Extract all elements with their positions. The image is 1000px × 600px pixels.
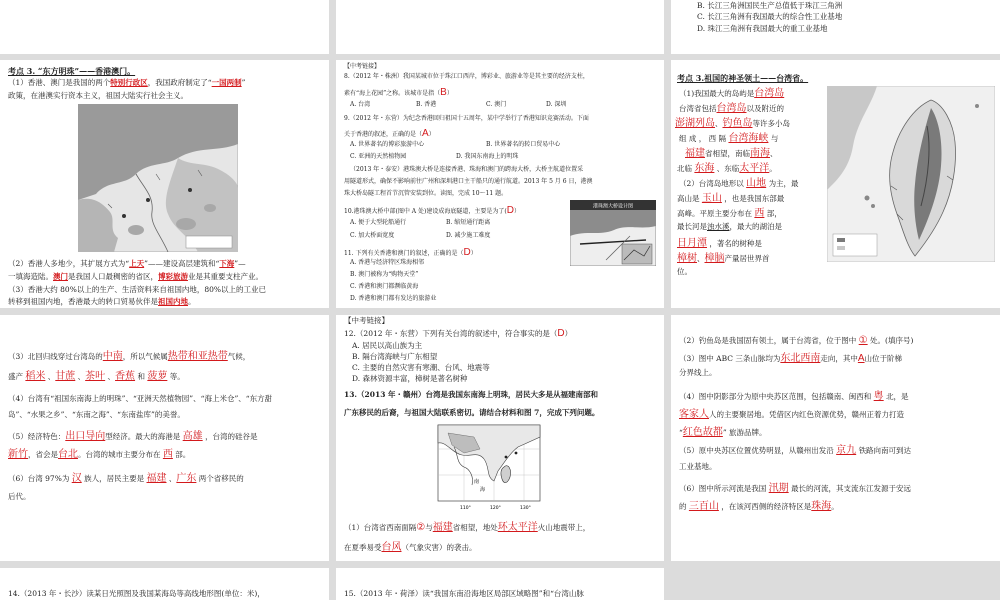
q10-intro-3: 珠大桥岛隧工程首节沉管安装到位。读图，完成 10～11 题。	[344, 190, 508, 197]
tw-line-11: 日月潭 ，著名的树种是	[677, 238, 762, 249]
q13-part-4: （4）图中阴影部分为原中央苏区范围，包括赣南、闽西和 粤 北，是	[679, 391, 909, 402]
map-lon-130: 130°	[520, 506, 531, 511]
q13-part-5: （5）原中央苏区位置优势明显，从赣州出发沿 京九 铁路向南可到达	[679, 445, 912, 456]
panel-q14	[0, 568, 329, 600]
q12-option-c: C. 主要的自然灾害有寒潮、台风、地震等	[352, 363, 490, 372]
q10-option-b: B. 缩短通行距离	[446, 219, 491, 226]
line-3b: 盛产 稻米 、甘蔗 、茶叶 、香蕉 和 菠萝 等。	[8, 371, 185, 382]
map-lon-110: 110°	[460, 506, 471, 511]
line-6b: 后代。	[8, 492, 31, 501]
tw-line-2: 台湾省包括台湾岛以及附近的	[679, 103, 784, 114]
tw-line-10: 最长河是浊水溪，最大的湖泊是	[677, 222, 782, 231]
line-4: （4）台湾有“祖国东南海上的明珠”、“亚洲天然植物园”、“海上米仓”、“东方甜	[8, 394, 273, 403]
panel-q13-continued	[671, 315, 1000, 561]
q8-line-2: 素有“海上花园”之称。该城市是指（B）	[344, 87, 453, 98]
q8-option-c: C. 澳门	[486, 101, 507, 108]
tw-line-13: 位。	[677, 267, 692, 276]
q10-option-d: D. 减少施工难度	[446, 232, 491, 239]
taiwan-topographic-map	[827, 86, 995, 262]
para-1-line-2: 政策，在港澳实行资本主义，祖国大陆实行社会主义。	[8, 91, 188, 100]
panel-hongkong-macau	[0, 60, 329, 308]
panel-bottom-right	[671, 568, 1000, 600]
panel-taiwan	[671, 60, 1000, 308]
map-caption: 港珠澳大桥设计图	[592, 203, 634, 210]
q11-option-d: D. 香港和澳门都有发达的旅游业	[350, 295, 437, 302]
panel-exam-link-hk	[336, 60, 664, 308]
line-5b: 新竹，省会是台北。台湾的城市主要分布在 西 部。	[8, 449, 191, 460]
q11-option-b: B. 澳门被称为“购物天堂”	[350, 271, 419, 278]
q10-stem: 10.港珠澳大桥中部(图中 A 处)建设成海底隧道，主要是为了(D）	[344, 205, 520, 216]
q10-intro-1: （2013 年・泰安）港珠澳大桥是连接香港、珠海和澳门的跨海大桥，大桥主航道位置采	[350, 166, 584, 173]
q13-part-3: （3）图中 ABC 三条山脉均为东北西南走向，其中A山位于阶梯	[679, 353, 903, 364]
option-d: D. 珠江三角洲有我国最大的重工业基地	[697, 24, 828, 33]
panel-top-left	[0, 0, 329, 54]
q9-option-a: A. 世界著名的博彩旅游中心	[350, 141, 425, 148]
tw-line-8: 高山是 玉山 ，也是我国东部最	[677, 193, 785, 204]
tw-line-3: 澎湖列岛、钓鱼岛等许多小岛	[675, 118, 790, 129]
q13-part-6b: 的 三百山 ，在该河西侧的经济特区是珠海。	[679, 501, 839, 512]
q14-stem: 14.（2013 年・长沙）读某日光照图及我国某海岛等高线地形图(单位：米)，	[8, 589, 265, 598]
panel-taiwan-continued	[0, 315, 329, 561]
tw-line-9: 高峰。平原主要分布在 西 部，	[677, 208, 782, 219]
q13-part-1b: 在夏季易受台风（气象灾害）的袭击。	[344, 542, 477, 553]
q13-intro-1: 13.（2013 年・赣州）台湾是我国东南海上明珠，居民大多是从福建南部和	[344, 390, 599, 399]
option-b: B. 长江三角洲国民生产总值低于珠江三角洲	[697, 1, 843, 10]
q9-line-2: 关于香港的叙述，正确的是（A）	[344, 128, 435, 139]
panel-exam-link-taiwan	[336, 315, 664, 561]
para-3-line-1: （3）香港大约 80%以上的生产、生活资料来自祖国内地，80%以上的工业已	[8, 285, 266, 294]
q9-option-b: B. 世界著名的转口贸易中心	[486, 141, 561, 148]
tw-line-6: 北临 东海 、东临太平洋。	[677, 163, 777, 174]
exam-link-header: 【中考链接】	[344, 316, 389, 325]
pearl-river-delta-map	[78, 104, 238, 252]
q10-option-c: C. 加大桥面宽度	[350, 232, 395, 239]
para-3-line-2: 转移到祖国内地，香港最大的转口贸易伙伴是祖国内地。	[8, 297, 196, 306]
q9-option-d: D. 我国东南海上的明珠	[456, 153, 519, 160]
q11-option-c: C. 香港和澳门都濒临黄海	[350, 283, 419, 290]
map-label-sea: 海	[480, 487, 486, 493]
line-5: （5）经济特色：出口导向型经济。最大的海港是 高雄 ，台湾的硅谷是	[8, 431, 258, 442]
q13-part-3b: 分界线上。	[679, 368, 717, 377]
q11-option-a: A. 香港与经济特区珠海相邻	[350, 259, 425, 266]
tw-line-5: 福建省相望，南临南海、	[685, 148, 778, 159]
tw-line-1: （1)我国最大的岛屿是台湾岛	[679, 88, 785, 99]
q13-part-5b: 工业基地。	[679, 462, 717, 471]
q10-intro-2: 用隧道形式，确保不影响前往广州和深圳港口主干船只的通行航道。2013 年 5 月 6 日，港澳	[344, 178, 593, 185]
para-1-line-1: （1）香港、澳门是我国的两个特别行政区，我国政府制定了“一国两制”	[8, 78, 246, 87]
para-2-line-2: 一填海造陆。澳门是我国人口最稠密的省区，博彩旅游业是其重要支柱产业。	[8, 272, 263, 281]
q13-part-1: （1）台湾省西南面隔②与福建省相望，地处环太平洋火山地震带上，	[344, 522, 591, 533]
bridge-design-map	[570, 200, 656, 266]
southeast-china-map	[434, 423, 544, 511]
option-c: C. 长江三角洲有我国最大的综合性工业基地	[697, 12, 843, 21]
tw-line-7: （2）台湾岛地形以 山地 为主，最	[679, 178, 799, 189]
map-label-south: 南	[474, 479, 480, 485]
q13-part-4b: 客家人人的主要聚居地。凭借区内红色资源优势，赣州正着力打造	[679, 409, 904, 420]
tw-line-4: 组 成 ， 西 隔 台湾海峡 与	[679, 133, 779, 144]
q8-option-d: D. 深圳	[546, 101, 567, 108]
q12-option-b: B. 隔台湾海峡与广东相望	[352, 352, 438, 361]
q8-option-a: A. 台湾	[350, 101, 371, 108]
q9-line-1: 9.（2012 年・东营）为纪念香港回归祖国十五周年，某中学举行了香港知识竞赛活动。下面	[344, 115, 589, 122]
q15-stem: 15.（2013 年・荷泽）读“我国东南沿海地区局部区域略图”和“台湾山脉	[344, 589, 584, 598]
panel-q15	[336, 568, 664, 600]
para-2-line-1: （2）香港人多地少，其扩展方式为“上天”——建设高层建筑和“下海”—	[8, 259, 246, 268]
q8-line-1: 8.（2012 年・株洲）我国某城市位于珠江口西岸，博彩业、旅游业等是其主要的经济支柱，	[344, 73, 589, 80]
section-title: 考点 3.祖国的神圣领土——台湾省。	[677, 73, 809, 83]
q10-option-a: A. 便于大型轮船通行	[350, 219, 407, 226]
q9-option-c: C. 亚洲的天然植物园	[350, 153, 407, 160]
tw-line-12: 樟树、樟脑产量居世界首	[677, 253, 770, 264]
exam-link-header: 【中考链接】	[344, 63, 381, 70]
q13-intro-2: 广东移民的后裔，与祖国大陆联系密切。请结合材料和图 7，完成下列问题。	[344, 408, 600, 417]
q12-option-a: A. 居民以高山族为主	[352, 341, 423, 350]
line-4b: 岛”、“水果之乡”、“东南之海”、“东南盐库”的美誉。	[8, 410, 185, 419]
map-lon-120: 120°	[490, 506, 501, 511]
line-3: （3）北回归线穿过台湾岛的中南，所以气候属热带和亚热带气候，	[8, 351, 251, 362]
section-title: 考点 3. “东方明珠”——香港澳门。	[8, 66, 136, 76]
q12-stem: 12.（2012 年・东营）下列有关台湾的叙述中，符合事实的是（D）	[344, 328, 573, 339]
line-6: （6）台湾 97%为 汉 族人，居民主要是 福建 、广东 两个省移民的	[8, 473, 244, 484]
q13-part-4c: “红色故都” 旅游品牌。	[679, 427, 767, 438]
panel-top-right	[671, 0, 1000, 54]
q13-part-6: （6）图中所示河流是我国 汛期 最长的河流，其支流东江发源于安远	[679, 483, 912, 494]
q8-option-b: B. 香港	[416, 101, 437, 108]
q11-stem: 11. 下列有关香港和澳门的叙述，正确的是（D）	[344, 247, 477, 258]
q13-part-2: （2）钓鱼岛是我国固有领土，属于台湾省，位于图中 ① 处。(填序号)	[679, 335, 914, 346]
panel-top-middle	[336, 0, 664, 54]
q12-option-d: D. 森林资源丰富，樟树是著名树种	[352, 374, 468, 383]
